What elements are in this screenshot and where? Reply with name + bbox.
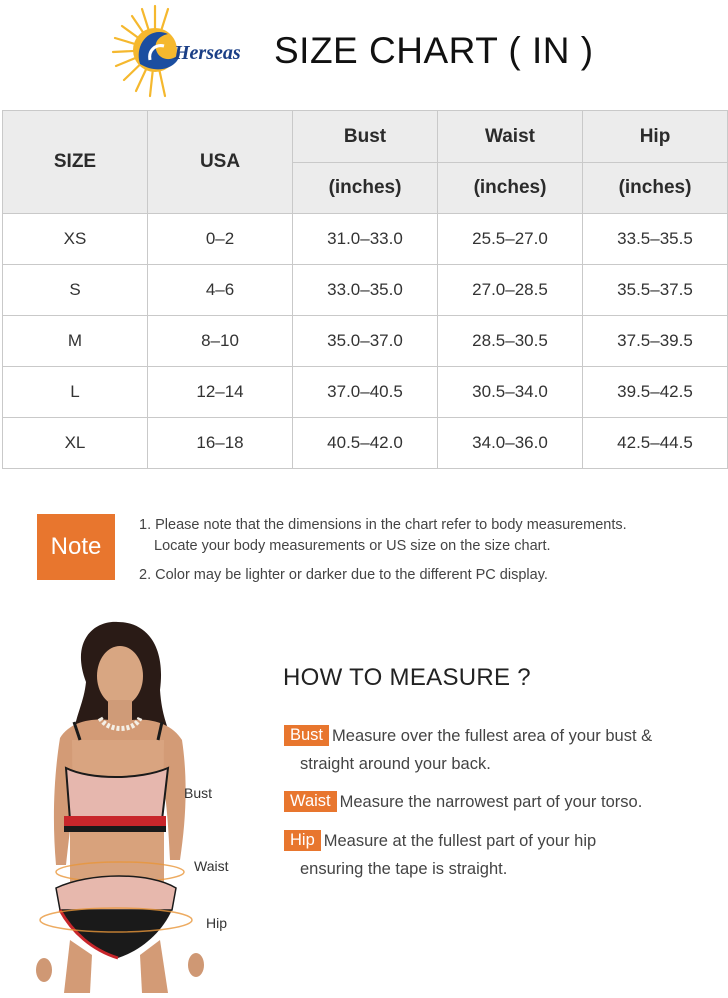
hip-text: Measure at the fullest part of your hip: [323, 832, 597, 850]
cell-size: M: [3, 316, 148, 367]
table-row: [3, 214, 728, 265]
note-badge: Note: [37, 514, 115, 580]
note-line-2: 2. Color may be lighter or darker due to the different PC display.: [139, 567, 548, 583]
note-line-1: 1. Please note that the dimensions in the chart refer to body measurements.: [139, 517, 627, 533]
unit-bust: (inches): [293, 163, 438, 214]
cell-size: XL: [3, 418, 148, 469]
figure-label-waist: Waist: [194, 858, 229, 874]
model-figure: [0, 610, 260, 993]
cell-bust: 40.5–42.0: [293, 418, 438, 469]
cell-usa: 4–6: [148, 265, 293, 316]
cell-bust: 31.0–33.0: [293, 214, 438, 265]
bust-text-2: straight around your back.: [300, 755, 491, 773]
measure-waist: [284, 788, 724, 816]
table-row: [3, 265, 728, 316]
measure-bust: [284, 722, 724, 778]
table-header-row: [3, 111, 728, 163]
unit-hip: (inches): [583, 163, 728, 214]
figure-label-hip: Hip: [206, 915, 228, 931]
size-chart-table: [2, 110, 728, 469]
cell-hip: 37.5–39.5: [583, 316, 728, 367]
header-waist: Waist: [438, 111, 583, 163]
waist-text: Measure the narrowest part of your torso.: [339, 793, 643, 811]
table-row: [3, 367, 728, 418]
cell-hip: 42.5–44.5: [583, 418, 728, 469]
unit-waist: (inches): [438, 163, 583, 214]
figure-label-bust: Bust: [184, 785, 213, 801]
cell-waist: 27.0–28.5: [438, 265, 583, 316]
cell-waist: 28.5–30.5: [438, 316, 583, 367]
model-illustration: [0, 610, 260, 993]
page-title: SIZE CHART ( IN ): [274, 30, 594, 71]
measure-hip: [284, 827, 724, 883]
bust-text: Measure over the fullest area of your bust &: [332, 727, 653, 745]
hip-text-2: ensuring the tape is straight.: [300, 860, 508, 878]
header-size: SIZE: [3, 111, 148, 214]
brand-name: Herseas: [174, 42, 241, 64]
cell-bust: 35.0–37.0: [293, 316, 438, 367]
cell-usa: 12–14: [148, 367, 293, 418]
cell-size: L: [3, 367, 148, 418]
header-bust: Bust: [293, 111, 438, 163]
hip-tag: Hip: [284, 830, 321, 851]
note-text: [139, 515, 627, 586]
header: [0, 0, 728, 108]
cell-hip: 35.5–37.5: [583, 265, 728, 316]
cell-hip: 33.5–35.5: [583, 214, 728, 265]
waist-tag: Waist: [284, 791, 337, 812]
cell-usa: 16–18: [148, 418, 293, 469]
cell-bust: 33.0–35.0: [293, 265, 438, 316]
table-row: [3, 316, 728, 367]
cell-size: XS: [3, 214, 148, 265]
table-row: [3, 418, 728, 469]
header-hip: Hip: [583, 111, 728, 163]
cell-waist: 34.0–36.0: [438, 418, 583, 469]
header-usa: USA: [148, 111, 293, 214]
cell-bust: 37.0–40.5: [293, 367, 438, 418]
cell-waist: 30.5–34.0: [438, 367, 583, 418]
bust-tag: Bust: [284, 725, 329, 746]
cell-size: S: [3, 265, 148, 316]
cell-usa: 0–2: [148, 214, 293, 265]
how-to-measure-title: HOW TO MEASURE ?: [283, 664, 531, 691]
cell-hip: 39.5–42.5: [583, 367, 728, 418]
cell-waist: 25.5–27.0: [438, 214, 583, 265]
cell-usa: 8–10: [148, 316, 293, 367]
note-line-1b: Locate your body measurements or US size on the size chart.: [154, 538, 551, 554]
